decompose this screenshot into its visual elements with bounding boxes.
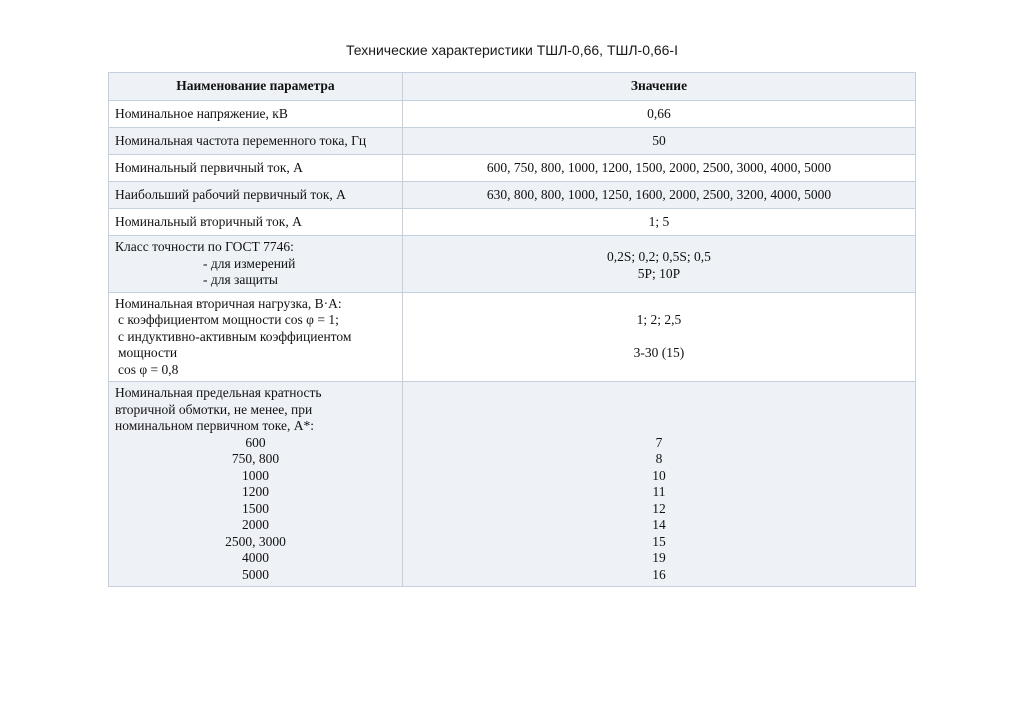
multiplicity-current: 2500, 3000 bbox=[225, 533, 286, 549]
row-param: Наибольший рабочий первичный ток, А bbox=[109, 182, 403, 209]
table-header-row bbox=[109, 73, 916, 101]
multiplicity-value bbox=[402, 382, 915, 587]
row-value: 1; 5 bbox=[402, 209, 915, 236]
load-line-1: с коэффициентом мощности cos φ = 1; bbox=[118, 312, 339, 327]
load-param bbox=[109, 292, 403, 382]
multiplicity-value-item: 7 bbox=[655, 434, 663, 450]
row-value: 600, 750, 800, 1000, 1200, 1500, 2000, 2500, 3000, 4000, 5000 bbox=[402, 155, 915, 182]
multiplicity-current: 2000 bbox=[241, 517, 269, 532]
load-value-1: 1; 2; 2,5 bbox=[636, 312, 682, 328]
table-row bbox=[109, 101, 916, 128]
row-param: Номинальный вторичный ток, А bbox=[109, 209, 403, 236]
table-row bbox=[109, 155, 916, 182]
multiplicity-row bbox=[109, 382, 916, 587]
multiplicity-value-item: 15 bbox=[652, 533, 666, 549]
header-value: Значение bbox=[402, 73, 915, 101]
multiplicity-value-item: 11 bbox=[652, 484, 666, 499]
row-value: 0,66 bbox=[402, 101, 915, 128]
multiplicity-value-item: 8 bbox=[655, 451, 663, 466]
row-value: 630, 800, 800, 1000, 1250, 1600, 2000, 2500, 3200, 4000, 5000 bbox=[402, 182, 915, 209]
multiplicity-current: 750, 800 bbox=[231, 451, 280, 466]
multiplicity-current: 1500 bbox=[241, 500, 269, 516]
multiplicity-param bbox=[109, 382, 403, 587]
accuracy-label-protect: - для защиты bbox=[203, 272, 278, 287]
row-value: 50 bbox=[402, 128, 915, 155]
accuracy-value bbox=[402, 236, 915, 293]
accuracy-param bbox=[109, 236, 403, 293]
row-param: Номинальная частота переменного тока, Гц bbox=[109, 128, 403, 155]
load-value-2: 3-30 (15) bbox=[633, 344, 685, 360]
load-line-2: с индуктивно-активным коэффициентом мощности bbox=[118, 328, 352, 360]
header-parameter: Наименование параметра bbox=[109, 73, 403, 101]
load-line-3: cos φ = 0,8 bbox=[118, 361, 179, 377]
multiplicity-value-item: 14 bbox=[652, 517, 666, 532]
multiplicity-value-item: 16 bbox=[652, 566, 666, 582]
multiplicity-current: 600 bbox=[245, 434, 266, 450]
multiplicity-value-item: 10 bbox=[652, 467, 666, 483]
multiplicity-title: Номинальная предельная кратность вторичной обмотки, не менее, при номинальном первичном токе, А*: bbox=[115, 385, 322, 433]
accuracy-row bbox=[109, 236, 916, 293]
accuracy-value-measure: 0,2S; 0,2; 0,5S; 0,5 bbox=[607, 249, 711, 265]
table-row bbox=[109, 182, 916, 209]
accuracy-value-protect: 5P; 10P bbox=[637, 265, 681, 281]
multiplicity-current: 4000 bbox=[241, 550, 269, 565]
accuracy-title: Класс точности по ГОСТ 7746: bbox=[115, 239, 294, 254]
multiplicity-value-item: 12 bbox=[652, 500, 666, 516]
load-value bbox=[402, 292, 915, 382]
multiplicity-current: 5000 bbox=[241, 566, 269, 582]
table-row bbox=[109, 128, 916, 155]
page-title: Технические характеристики ТШЛ-0,66, ТШЛ-0,66-I bbox=[346, 42, 678, 58]
table-row bbox=[109, 209, 916, 236]
row-param: Номинальный первичный ток, А bbox=[109, 155, 403, 182]
row-param: Номинальное напряжение, кВ bbox=[109, 101, 403, 128]
multiplicity-current: 1000 bbox=[241, 467, 269, 483]
multiplicity-current: 1200 bbox=[241, 484, 269, 499]
load-title: Номинальная вторичная нагрузка, В·А: bbox=[115, 295, 342, 311]
specs-table bbox=[108, 72, 916, 587]
load-row bbox=[109, 292, 916, 382]
accuracy-label-measure: - для измерений bbox=[203, 255, 296, 271]
multiplicity-value-item: 19 bbox=[652, 550, 666, 565]
